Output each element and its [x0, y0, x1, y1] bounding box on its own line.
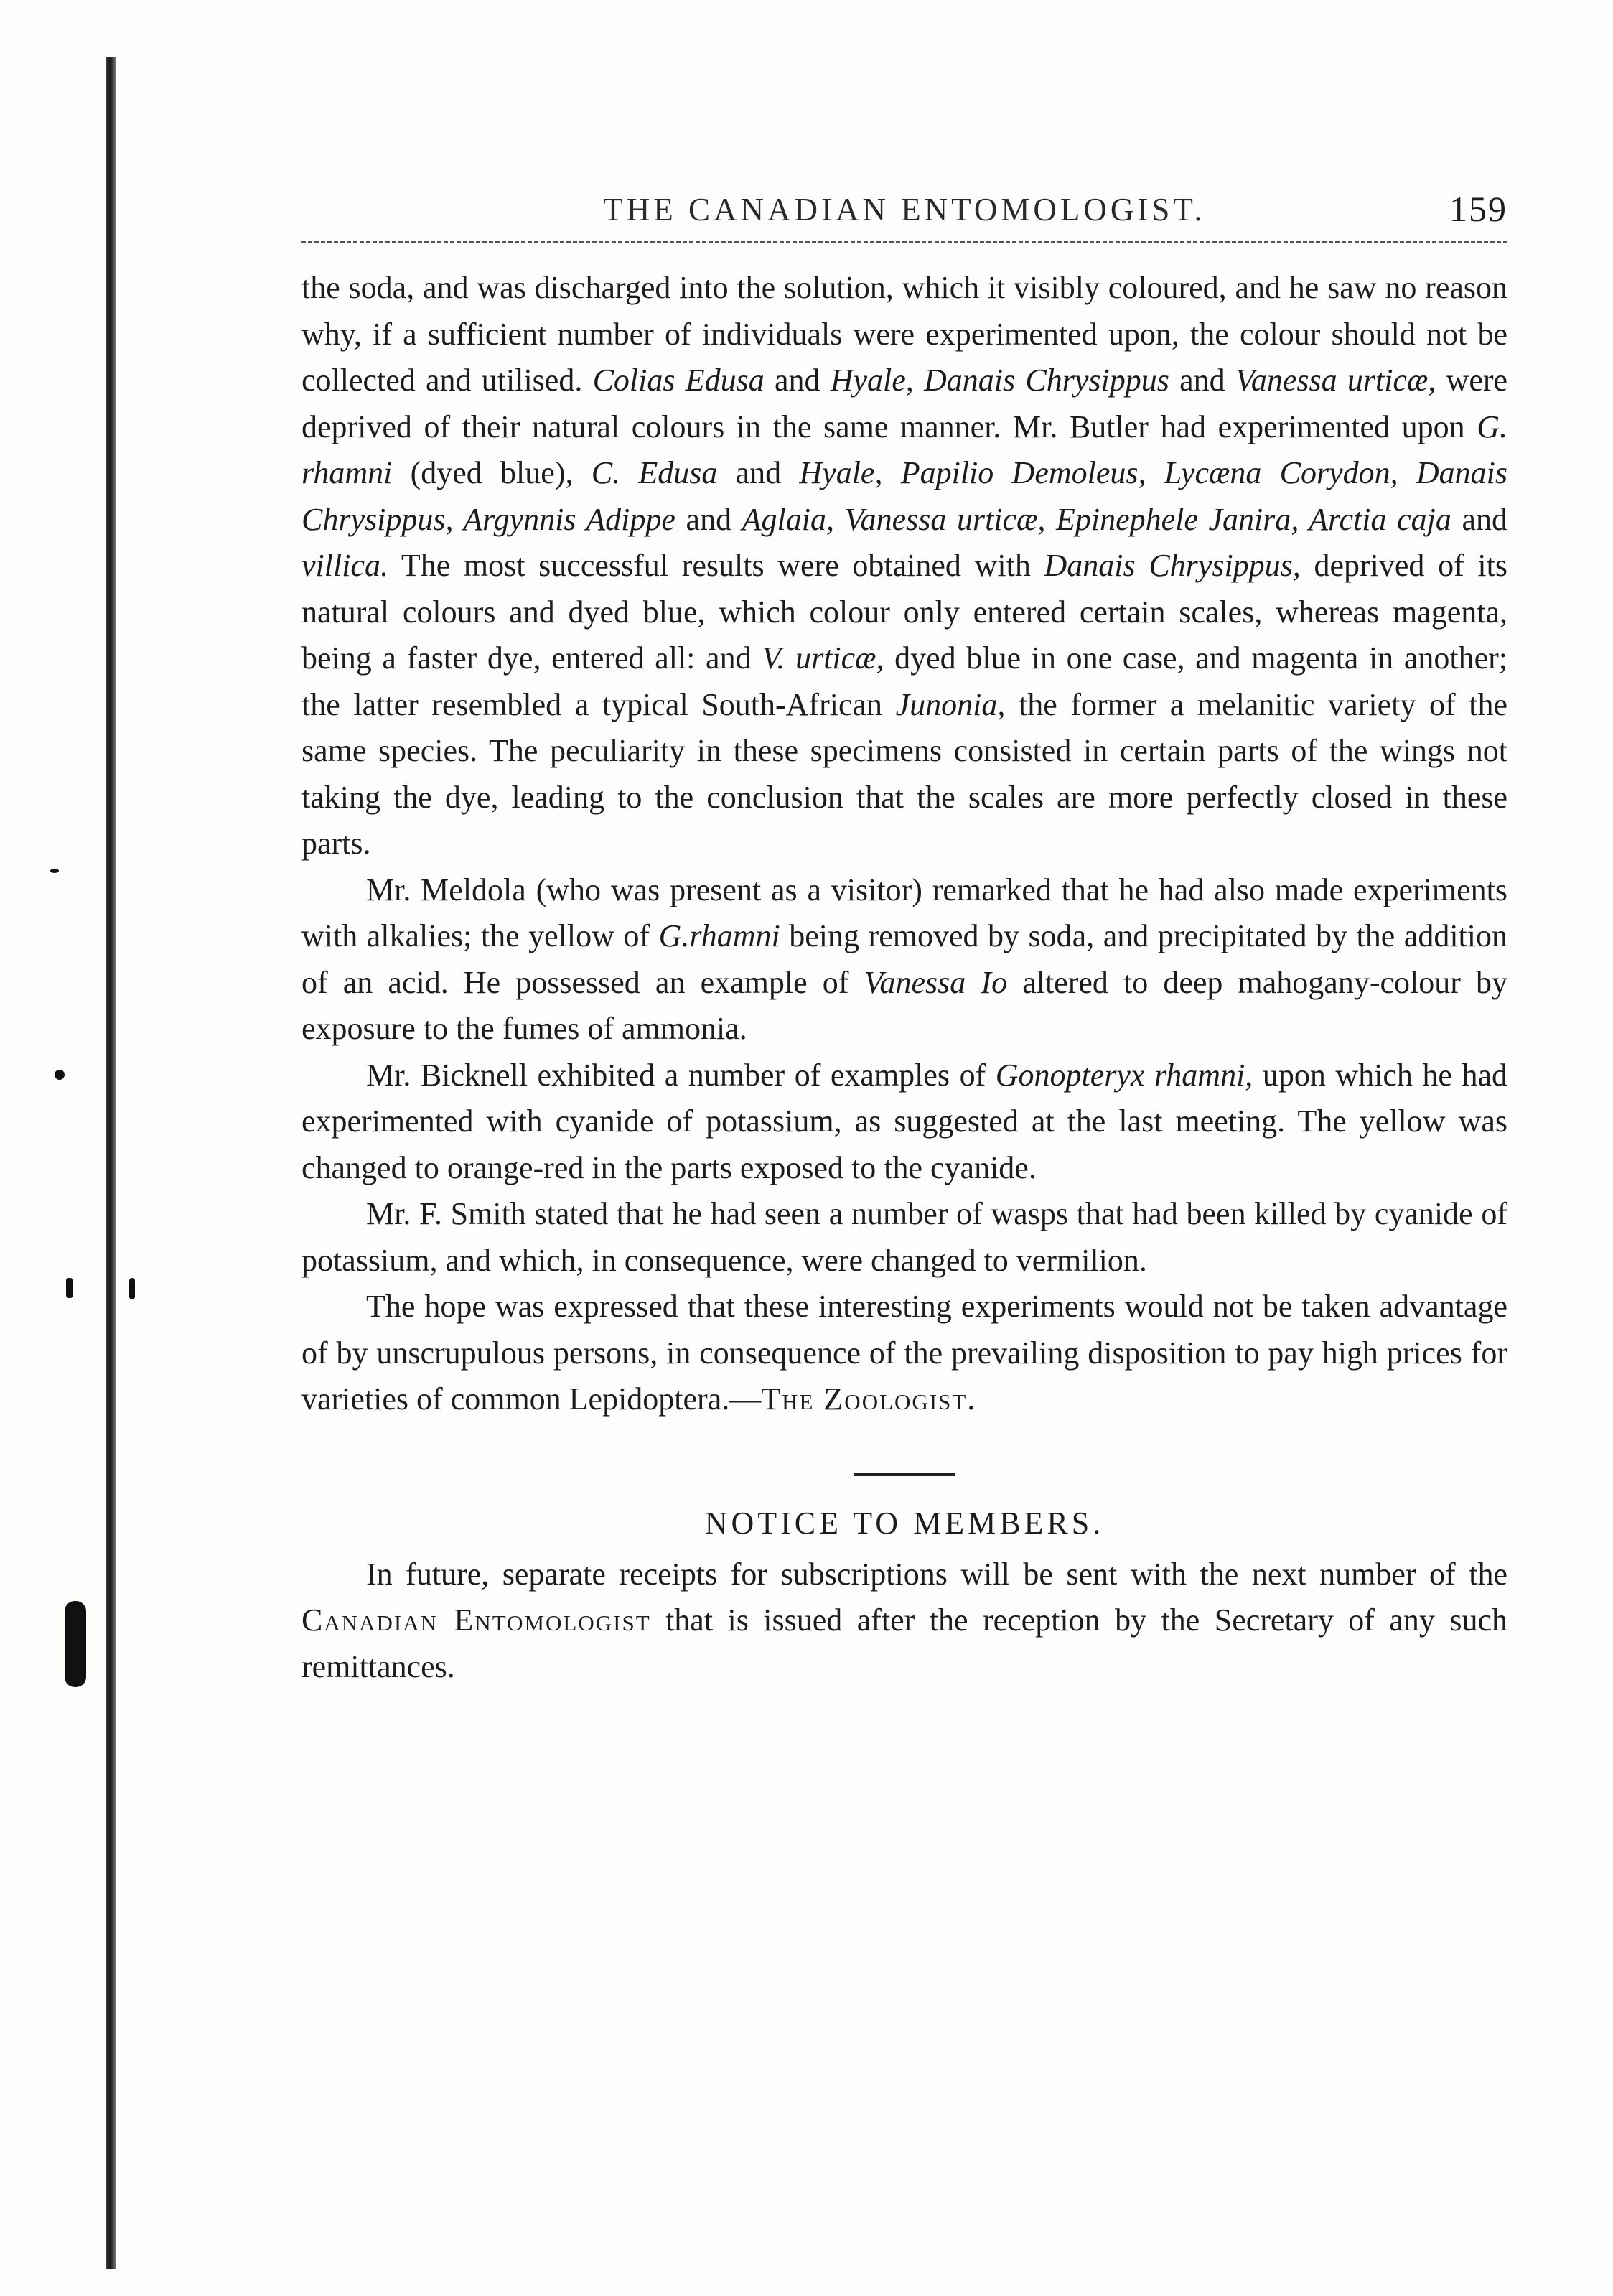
species-name: Vanessa Io [864, 964, 1008, 1000]
species-name: Junonia, [895, 686, 1006, 722]
text-run: and [675, 501, 742, 537]
species-name: villica. [301, 548, 388, 583]
species-name: V. urticæ, [762, 640, 884, 676]
species-name: Hyale, Danais Chrysippus [830, 363, 1169, 398]
notice-body [301, 1551, 1507, 1691]
text-run: deprived of its natural colours and dyed blue, which colour only entered certain scales, whereas magenta, being a faster dye, entered all: and [301, 548, 1507, 676]
text-run: dyed blue in one case, and magenta in another; the latter resembled a typical South-African [301, 640, 1507, 722]
species-name: G. rhamni [301, 409, 1507, 490]
species-name: Colias Edusa [592, 363, 765, 398]
scan-speck [65, 1601, 86, 1687]
page-number: 159 [1449, 189, 1507, 229]
notice-paragraph [301, 1551, 1507, 1691]
text-run: Mr. Meldola (who was present as a visitor) remarked that he had also made experiments with alkalies; the yellow of [301, 872, 1507, 953]
text-run: Mr. Bicknell exhibited a number of examples of [366, 1057, 996, 1093]
text-run: In future, separate receipts for subscriptions will be sent with the next number of the [366, 1556, 1507, 1592]
paragraph-5 [301, 1284, 1507, 1423]
text-run: being removed by soda, and precipitated by the addition of an acid. He possessed an example of [301, 918, 1507, 1000]
species-name: Danais Chrysippus, [1044, 548, 1301, 583]
text-run: upon which he had experimented with cyanide of potassium, as suggested at the last meeting. The yellow was changed to orange-red in the parts exposed to the cyanide. [301, 1057, 1507, 1185]
text-run: the former a melanitic variety of the same species. The peculiarity in these specimens consisted in certain parts of the wings not taking the dye, leading to the conclusion that the scales are more perfectly closed in these parts. [301, 686, 1507, 861]
text-run: and [1451, 501, 1507, 537]
article-body [301, 265, 1507, 1423]
scan-speck [66, 1278, 73, 1298]
scan-speck [129, 1278, 135, 1299]
notice-heading: NOTICE TO MEMBERS. [704, 1505, 1105, 1541]
paragraph-1 [301, 265, 1507, 867]
species-name: Hyale, Papilio Demoleus, Lycæna Corydon, Danais Chrysippus, Argynnis Adippe [301, 455, 1507, 537]
text-run: The hope was expressed that these interesting experiments would not be taken advantage of by unscrupulous persons, in consequence of the prevailing disposition to pay high prices for varieties of common Lepidoptera.— [301, 1289, 1507, 1417]
species-name: Vanessa urticæ, [1235, 363, 1436, 398]
running-title: THE CANADIAN ENTOMOLOGIST. [603, 192, 1206, 228]
text-run: and [1169, 363, 1235, 398]
text-run: were deprived of their natural colours in the same manner. Mr. Butler had experimented upon [301, 363, 1508, 444]
species-name: G.rhamni [658, 918, 780, 953]
journal-name: Canadian Entomologist [301, 1602, 651, 1638]
text-run: The most successful results were obtained with [388, 548, 1044, 583]
scan-speck [55, 1070, 65, 1080]
binding-edge [50, 57, 136, 2269]
text-run: altered to deep mahogany-colour by exposure to the fumes of ammonia. [301, 964, 1507, 1046]
paragraph-4: Mr. F. Smith stated that he had seen a number of wasps that had been killed by cyanide of potassium, and which, in consequence, were changed to vermilion. [301, 1196, 1507, 1278]
text-run: the soda, and was discharged into the solution, which it visibly coloured, and he saw no reason why, if a sufficient number of individuals were experimented upon, the colour should not be collected and utilised. [301, 270, 1507, 398]
text-run: and [717, 455, 800, 490]
text-run: and [764, 363, 831, 398]
species-name: Gonopteryx rhamni, [995, 1057, 1253, 1093]
binding-shadow [106, 57, 116, 2269]
page-header [301, 179, 1507, 237]
paragraph-2 [301, 867, 1507, 1053]
section-divider [854, 1473, 955, 1476]
scan-speck [50, 869, 59, 873]
header-rule [301, 241, 1507, 243]
source-citation: The Zoologist. [761, 1381, 977, 1417]
text-run: (dyed blue), [392, 455, 592, 490]
text-run: that is issued after the reception by the Secretary of any such remittances. [301, 1602, 1508, 1684]
document-page [301, 179, 1507, 1690]
species-name: Aglaia, Vanessa urticæ, Epinephele Janira, Arctia caja [742, 501, 1451, 537]
paragraph-3 [301, 1053, 1507, 1192]
species-name: C. Edusa [591, 455, 718, 490]
